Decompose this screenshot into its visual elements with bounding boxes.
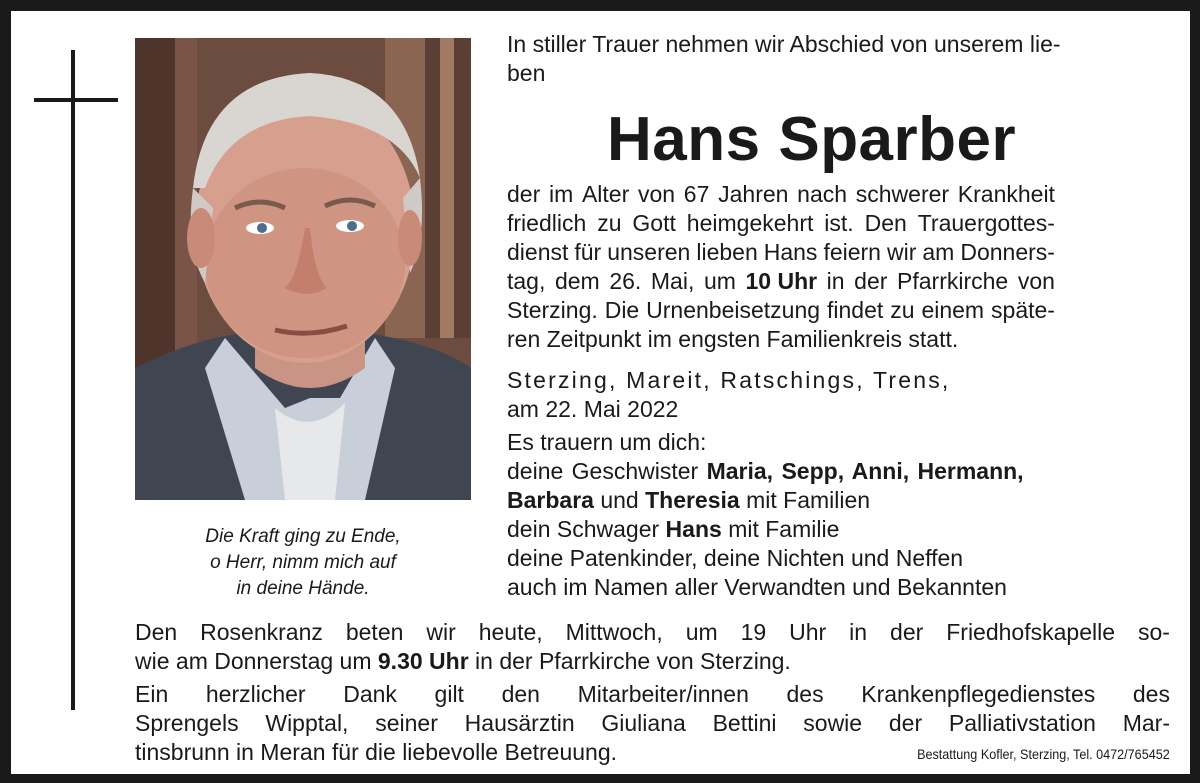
word: heimgekehrt	[686, 210, 814, 236]
word: unseren	[607, 239, 691, 265]
word: zu	[597, 210, 622, 236]
word: zu	[890, 297, 915, 323]
word: feiern	[823, 239, 881, 265]
rosary-line-1	[135, 618, 1170, 647]
word: heute,	[478, 619, 543, 645]
word: schwerer	[855, 181, 950, 207]
word: Ein	[135, 681, 169, 707]
word: des	[786, 681, 824, 707]
word: den	[501, 681, 540, 707]
schwager-line	[507, 515, 1024, 544]
schwager-suffix: mit Familie	[728, 516, 840, 542]
word: um	[685, 619, 718, 645]
word: 19	[740, 619, 767, 645]
word: findet	[827, 297, 884, 323]
body-line-6: ren Zeitpunkt im engsten Familienkreis statt.	[507, 326, 959, 352]
word: friedlich	[507, 210, 587, 236]
thanks-line-1	[135, 680, 1170, 709]
patenkinder-line: deine Patenkinder, deine Nichten und Neffen	[507, 545, 964, 571]
word: in	[849, 619, 868, 645]
word: beten	[345, 619, 404, 645]
word: Mitarbeiter/innen	[577, 681, 749, 707]
word: ist.	[824, 210, 854, 236]
word: einem	[921, 297, 985, 323]
word: 26.	[609, 268, 642, 294]
word: dienst	[507, 239, 569, 265]
word: des	[1132, 681, 1170, 707]
word: Sterzing.	[507, 297, 598, 323]
body-line-5	[507, 296, 1055, 325]
word: der	[854, 268, 888, 294]
word: Bettini	[712, 710, 777, 736]
word: in	[826, 268, 845, 294]
word: Friedhofskapelle	[946, 619, 1115, 645]
word: Gott	[632, 210, 676, 236]
siblings-names: Maria, Sepp, Anni, Hermann,	[706, 458, 1024, 484]
thanks-line-2	[135, 709, 1170, 738]
word: seiner	[375, 710, 438, 736]
word: um	[703, 268, 736, 294]
word: am	[922, 239, 955, 265]
word: Urnenbeisetzung	[646, 297, 821, 323]
body-line-4	[507, 267, 1055, 296]
schwager-name: Hans	[665, 516, 722, 542]
intro-line-1: In stiller Trauer nehmen wir Abschied von unserem lie-	[507, 31, 1061, 57]
verwandte-line: auch im Namen aller Verwandten und Bekannten	[507, 574, 1007, 600]
verse-line-1: Die Kraft ging zu Ende,	[205, 526, 401, 547]
place-line: Sterzing, Mareit, Ratschings, Trens,	[507, 367, 951, 393]
rosary-line-2	[135, 647, 1170, 676]
word: Jahren	[718, 181, 789, 207]
verse	[135, 524, 471, 602]
word: Hans	[763, 239, 818, 265]
siblings-line-2	[507, 486, 1024, 515]
word: herzlicher	[205, 681, 306, 707]
word: Pfarrkirche	[897, 268, 1009, 294]
schwager-prefix: dein Schwager	[507, 516, 660, 542]
place-date	[507, 366, 951, 424]
word: Mai,	[650, 268, 695, 294]
sibling-barbara: Barbara	[507, 487, 594, 513]
word-und: und	[600, 487, 639, 513]
word: der	[507, 181, 541, 207]
word: Den	[135, 619, 178, 645]
rosary-time: 9.30 Uhr	[377, 648, 469, 674]
word: von	[1017, 268, 1055, 294]
word: Die	[604, 297, 640, 323]
verse-line-3: in deine Hände.	[236, 578, 370, 599]
word: wir	[886, 239, 917, 265]
word: Krankenpflegedienstes	[861, 681, 1096, 707]
word: nach	[797, 181, 848, 207]
service-time: 10 Uhr	[745, 268, 818, 294]
mourners	[507, 428, 1024, 602]
rosary-text-b: in der Pfarrkirche von Sterzing.	[475, 648, 791, 674]
body-text	[507, 180, 1055, 354]
date-line: am 22. Mai 2022	[507, 396, 679, 422]
word: Krankheit	[957, 181, 1055, 207]
word: Wipptal,	[265, 710, 349, 736]
word: Mittwoch,	[565, 619, 663, 645]
word: Rosenkranz	[200, 619, 323, 645]
intro-text	[507, 30, 1061, 88]
word: tag,	[507, 268, 546, 294]
thanks-line-3: tinsbrunn in Meran für die liebevolle Betreuung.	[135, 739, 618, 765]
word: der	[890, 619, 924, 645]
cross-bar	[34, 98, 118, 102]
word: Giuliana	[601, 710, 686, 736]
word: späte-	[991, 297, 1055, 323]
rosary-text	[135, 618, 1170, 676]
word: Trauergottes-	[917, 210, 1055, 236]
word: der	[888, 710, 923, 736]
body-line-2	[507, 209, 1055, 238]
word: gilt	[434, 681, 464, 707]
body-line-1	[507, 180, 1055, 209]
word: Dank	[343, 681, 397, 707]
word: im	[548, 181, 574, 207]
siblings-suffix: mit Familien	[746, 487, 871, 513]
portrait-photo	[135, 38, 471, 500]
mourn-heading: Es trauern um dich:	[507, 429, 707, 455]
verse-line-2: o Herr, nimm mich auf	[210, 552, 396, 573]
siblings-prefix: deine Geschwister	[507, 458, 699, 484]
word: wir	[426, 619, 456, 645]
word: 67	[683, 181, 710, 207]
word: von	[637, 181, 676, 207]
word: Donners-	[960, 239, 1055, 265]
intro-line-2: ben	[507, 60, 546, 86]
word: Den	[864, 210, 907, 236]
sibling-theresia: Theresia	[645, 487, 740, 513]
word: Uhr	[789, 619, 827, 645]
body-line-3	[507, 238, 1055, 267]
word: sowie	[803, 710, 863, 736]
rosary-text-a: wie am Donnerstag um	[135, 648, 372, 674]
word: Sprengels	[135, 710, 239, 736]
funeral-home-footer: Bestattung Kofler, Sterzing, Tel. 0472/765452	[917, 746, 1170, 762]
word: Mar-	[1122, 710, 1170, 736]
word: dem	[554, 268, 600, 294]
cross-icon	[71, 50, 75, 710]
word: Hausärztin	[464, 710, 575, 736]
siblings-line-1	[507, 457, 1024, 486]
word: lieben	[696, 239, 758, 265]
word: für	[574, 239, 602, 265]
word: so-	[1137, 619, 1170, 645]
deceased-name: Hans Sparber	[607, 105, 1017, 174]
word: Palliativstation	[948, 710, 1096, 736]
word: Alter	[581, 181, 630, 207]
